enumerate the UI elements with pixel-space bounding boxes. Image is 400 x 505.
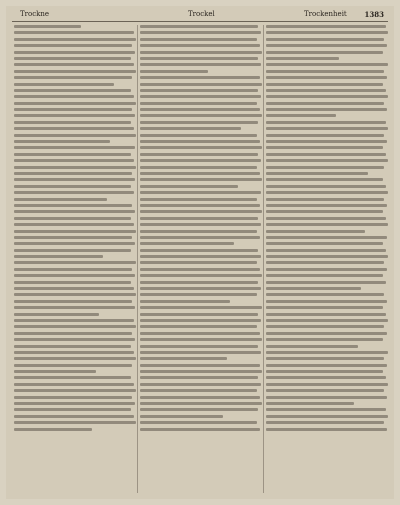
illegible-text-line	[14, 236, 132, 239]
illegible-text-line	[14, 25, 81, 28]
illegible-text-line	[14, 313, 99, 316]
illegible-text-line	[266, 51, 383, 54]
illegible-text-line	[14, 57, 131, 60]
illegible-text-line	[266, 332, 387, 335]
illegible-text-line	[140, 345, 258, 348]
header-middle-catchword: Trockel	[188, 10, 215, 18]
illegible-text-line	[140, 281, 258, 284]
illegible-text-line	[266, 293, 384, 296]
illegible-text-line	[266, 230, 365, 233]
illegible-text-line	[14, 255, 103, 258]
illegible-text-line	[140, 121, 258, 124]
illegible-text-line	[266, 70, 384, 73]
illegible-text-line	[140, 261, 257, 264]
illegible-text-line	[266, 351, 388, 354]
illegible-text-line	[140, 217, 258, 220]
illegible-text-line	[140, 230, 257, 233]
illegible-text-line	[266, 25, 386, 28]
illegible-text-line	[266, 89, 386, 92]
illegible-text-line	[266, 383, 388, 386]
illegible-text-line	[14, 249, 131, 252]
illegible-text-line	[14, 383, 134, 386]
illegible-text-line	[266, 287, 361, 290]
illegible-text-line	[266, 44, 387, 47]
illegible-text-line	[266, 268, 387, 271]
illegible-text-line	[14, 325, 136, 328]
illegible-text-line	[14, 230, 136, 233]
illegible-text-line	[14, 121, 131, 124]
illegible-text-line	[140, 357, 227, 360]
illegible-text-line	[140, 389, 257, 392]
illegible-text-line	[140, 89, 258, 92]
text-column-1	[14, 25, 136, 495]
illegible-text-line	[266, 428, 387, 431]
header-left-catchword: Trockne	[20, 10, 50, 18]
illegible-text-line	[140, 63, 261, 66]
illegible-text-line	[14, 223, 134, 226]
illegible-text-line	[140, 242, 234, 245]
illegible-text-line	[140, 76, 260, 79]
illegible-text-line	[14, 242, 135, 245]
illegible-text-line	[14, 217, 131, 220]
illegible-text-line	[266, 114, 336, 117]
illegible-text-line	[266, 57, 339, 60]
illegible-text-line	[14, 402, 135, 405]
illegible-text-line	[14, 428, 92, 431]
illegible-text-line	[140, 223, 261, 226]
illegible-text-line	[140, 408, 258, 411]
illegible-text-line	[140, 57, 258, 60]
illegible-text-line	[14, 44, 132, 47]
illegible-text-line	[266, 166, 384, 169]
illegible-text-line	[266, 108, 387, 111]
illegible-text-line	[266, 159, 388, 162]
illegible-text-line	[140, 153, 258, 156]
illegible-text-line	[140, 146, 262, 149]
illegible-text-line	[140, 198, 257, 201]
illegible-text-line	[140, 293, 257, 296]
illegible-text-line	[140, 402, 262, 405]
illegible-text-line	[266, 249, 386, 252]
illegible-text-line	[14, 153, 131, 156]
illegible-text-line	[266, 421, 384, 424]
illegible-text-line	[266, 204, 387, 207]
illegible-text-line	[14, 332, 132, 335]
illegible-text-line	[266, 376, 386, 379]
illegible-text-line	[14, 70, 136, 73]
column-separator	[137, 25, 138, 493]
illegible-text-line	[140, 108, 260, 111]
illegible-text-line	[140, 159, 261, 162]
illegible-text-line	[14, 319, 134, 322]
illegible-text-line	[140, 140, 260, 143]
illegible-text-line	[266, 345, 358, 348]
illegible-text-line	[14, 204, 132, 207]
illegible-text-line	[140, 351, 261, 354]
illegible-text-line	[14, 146, 135, 149]
illegible-text-line	[14, 338, 135, 341]
illegible-text-line	[14, 268, 132, 271]
illegible-text-line	[266, 172, 368, 175]
illegible-text-line	[266, 281, 386, 284]
illegible-text-line	[140, 300, 230, 303]
illegible-text-line	[14, 178, 135, 181]
illegible-text-line	[266, 306, 383, 309]
illegible-text-line	[140, 249, 258, 252]
page-number: 1383	[364, 10, 384, 19]
illegible-text-line	[140, 274, 262, 277]
illegible-text-line	[140, 376, 258, 379]
illegible-text-line	[266, 338, 383, 341]
dictionary-page	[6, 6, 394, 499]
illegible-text-line	[140, 166, 257, 169]
illegible-text-line	[140, 25, 258, 28]
illegible-text-line	[140, 204, 260, 207]
illegible-text-line	[14, 63, 134, 66]
illegible-text-line	[266, 31, 388, 34]
illegible-text-line	[266, 210, 383, 213]
column-separator	[263, 25, 264, 493]
illegible-text-line	[14, 31, 134, 34]
text-column-3	[266, 25, 388, 495]
illegible-text-line	[140, 95, 261, 98]
illegible-text-line	[266, 364, 387, 367]
illegible-text-line	[140, 421, 257, 424]
illegible-text-line	[14, 408, 131, 411]
illegible-text-line	[140, 396, 260, 399]
illegible-text-line	[140, 313, 258, 316]
illegible-text-line	[266, 38, 384, 41]
illegible-text-line	[140, 338, 262, 341]
illegible-text-line	[140, 185, 238, 188]
illegible-text-line	[14, 89, 131, 92]
illegible-text-line	[266, 300, 387, 303]
illegible-text-line	[14, 38, 136, 41]
illegible-text-line	[266, 63, 388, 66]
illegible-text-line	[140, 38, 257, 41]
illegible-text-line	[14, 370, 96, 373]
illegible-text-line	[266, 217, 386, 220]
illegible-text-line	[266, 153, 386, 156]
illegible-text-line	[266, 191, 388, 194]
illegible-text-line	[266, 319, 388, 322]
illegible-text-line	[14, 83, 114, 86]
illegible-text-line	[14, 396, 132, 399]
illegible-text-line	[140, 31, 261, 34]
illegible-text-line	[140, 415, 223, 418]
illegible-text-line	[266, 121, 386, 124]
illegible-text-line	[14, 376, 131, 379]
illegible-text-line	[14, 287, 134, 290]
illegible-text-line	[266, 408, 386, 411]
illegible-text-line	[14, 415, 134, 418]
illegible-text-line	[14, 300, 132, 303]
illegible-text-line	[266, 76, 387, 79]
illegible-text-line	[140, 332, 260, 335]
illegible-text-line	[266, 83, 383, 86]
illegible-text-line	[140, 236, 260, 239]
illegible-text-line	[140, 114, 262, 117]
illegible-text-line	[14, 76, 132, 79]
illegible-text-line	[14, 159, 134, 162]
illegible-text-line	[266, 223, 388, 226]
header-right-catchword: Trockenheit	[304, 10, 347, 18]
illegible-text-line	[140, 287, 261, 290]
illegible-text-line	[266, 242, 383, 245]
illegible-text-line	[14, 95, 134, 98]
illegible-text-line	[14, 172, 132, 175]
illegible-text-line	[14, 51, 135, 54]
illegible-text-line	[266, 325, 384, 328]
illegible-text-line	[14, 357, 136, 360]
illegible-text-line	[266, 415, 388, 418]
illegible-text-line	[14, 134, 136, 137]
illegible-text-line	[266, 370, 383, 373]
illegible-text-line	[266, 402, 354, 405]
illegible-text-line	[14, 108, 132, 111]
illegible-text-line	[14, 351, 134, 354]
illegible-text-line	[266, 236, 387, 239]
illegible-text-line	[14, 364, 132, 367]
illegible-text-line	[266, 261, 384, 264]
illegible-text-line	[266, 255, 388, 258]
illegible-text-line	[140, 51, 262, 54]
illegible-text-line	[14, 293, 136, 296]
illegible-text-line	[14, 127, 134, 130]
illegible-text-line	[14, 281, 131, 284]
illegible-text-line	[140, 370, 262, 373]
illegible-text-line	[14, 185, 131, 188]
illegible-text-line	[266, 127, 388, 130]
illegible-text-line	[266, 146, 383, 149]
illegible-text-line	[266, 357, 384, 360]
illegible-text-line	[266, 313, 386, 316]
illegible-text-line	[140, 127, 241, 130]
illegible-text-line	[140, 383, 261, 386]
illegible-text-line	[14, 140, 110, 143]
illegible-text-line	[266, 178, 383, 181]
illegible-text-line	[140, 255, 261, 258]
illegible-text-line	[266, 102, 384, 105]
illegible-text-line	[14, 421, 136, 424]
illegible-text-line	[140, 428, 260, 431]
illegible-text-line	[266, 274, 383, 277]
illegible-text-line	[14, 306, 135, 309]
illegible-text-line	[266, 140, 387, 143]
illegible-text-line	[14, 198, 107, 201]
illegible-text-line	[14, 389, 136, 392]
illegible-text-line	[140, 178, 262, 181]
illegible-text-line	[266, 396, 387, 399]
illegible-text-line	[266, 185, 386, 188]
illegible-text-line	[14, 210, 135, 213]
illegible-text-line	[14, 166, 136, 169]
illegible-text-line	[14, 345, 131, 348]
illegible-text-line	[140, 268, 260, 271]
illegible-text-line	[14, 191, 134, 194]
illegible-text-line	[266, 198, 384, 201]
illegible-text-line	[266, 95, 388, 98]
illegible-text-line	[140, 319, 261, 322]
illegible-text-line	[266, 389, 384, 392]
illegible-text-line	[140, 172, 260, 175]
illegible-text-line	[140, 134, 257, 137]
text-column-2	[140, 25, 262, 495]
illegible-text-line	[140, 83, 262, 86]
illegible-text-line	[140, 102, 257, 105]
illegible-text-line	[14, 102, 136, 105]
illegible-text-line	[14, 114, 135, 117]
illegible-text-line	[140, 44, 260, 47]
header-rule	[12, 21, 388, 22]
illegible-text-line	[140, 306, 262, 309]
illegible-text-line	[140, 210, 262, 213]
illegible-text-line	[140, 191, 261, 194]
illegible-text-line	[14, 274, 135, 277]
illegible-text-line	[266, 134, 384, 137]
illegible-text-line	[14, 261, 136, 264]
illegible-text-line	[140, 364, 260, 367]
illegible-text-line	[140, 325, 257, 328]
illegible-text-line	[140, 70, 208, 73]
